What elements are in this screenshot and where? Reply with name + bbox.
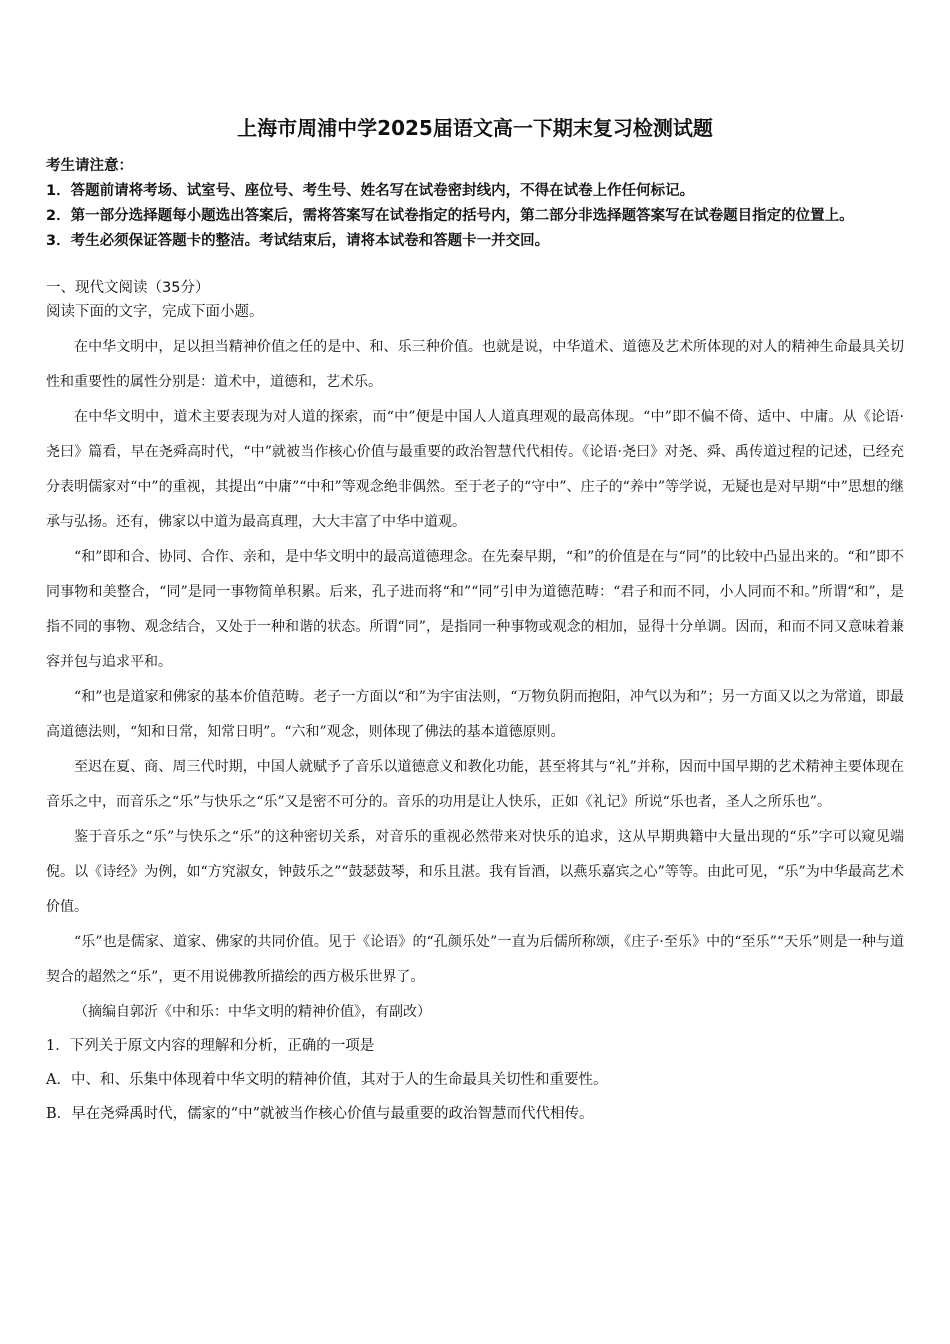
notice-item-2: 2．第一部分选择题每小题选出答案后，需将答案写在试卷指定的括号内，第二部分非选择题答案写在试卷题目指定的位置上。 [46, 208, 854, 224]
question-1 [46, 1029, 904, 1131]
option-b: B．早在尧舜禹时代，儒家的“中”就被当作核心价值与最重要的政治智慧而代代相传。 [46, 1106, 594, 1122]
passage-paragraph: “和”即和合、协同、合作、亲和，是中华文明中的最高道德理念。在先秦早期，“和”的价值是在与“同”的比较中凸显出来的。“和”即不同事物和美整合，“同”是同一事物简单积累。后来，孔子进而将“和”“同”引申为道德范畴：“君子和而不同，小人同而不和。”所谓“和”，是指不同的事物、观念结合，又处于一种和谐的状态。所谓“同”，是指同一种事物或观念的相加，显得十分单调。因而，和而不同又意味着兼容并包与追求平和。 [46, 549, 904, 670]
exam-title: 上海市周浦中学2025届语文高一下期末复习检测试题 [237, 116, 713, 140]
notice-heading: 考生请注意： [46, 158, 133, 174]
passage-source: （摘编自郭沂《中和乐：中华文明的精神价值》，有副改） [74, 1004, 431, 1020]
section-heading: 一、现代文阅读（35分） [46, 280, 210, 296]
passage-paragraph: 至迟在夏、商、周三代时期，中国人就赋予了音乐以道德意义和教化功能，甚至将其与“礼”并称，因而中国早期的艺术精神主要体现在音乐之中，而音乐之“乐”与快乐之“乐”又是密不可分的。音乐的功用是让人快乐，正如《礼记》所说“乐也者，圣人之所乐也”。 [46, 759, 904, 810]
passage-paragraph: “乐”也是儒家、道家、佛家的共同价值。见于《论语》的“孔颜乐处”一直为后儒所称颂，《庄子·至乐》中的“至乐”“天乐”则是一种与道契合的超然之“乐”，更不用说佛教所描绘的西方极乐世界了。 [46, 934, 904, 985]
question-stem: 1．下列关于原文内容的理解和分析，正确的一项是 [46, 1038, 375, 1054]
passage-paragraph: 鉴于音乐之“乐”与快乐之“乐”的这种密切关系，对音乐的重视必然带来对快乐的追求，这从早期典籍中大量出现的“乐”字可以窥见端倪。以《诗经》为例，如“方究淑女，钟鼓乐之”“鼓瑟鼓琴，和乐且湛。我有旨酒，以燕乐嘉宾之心”等等。由此可见，“乐”为中华最高艺术价值。 [46, 829, 904, 915]
option-a: A．中、和、乐集中体现着中华文明的精神价值，其对于人的生命最具关切性和重要性。 [46, 1072, 608, 1088]
passage-paragraph: 在中华文明中，道术主要表现为对人道的探索，而“中”便是中国人人道真理观的最高体现。“中”即不偏不倚、适中、中庸。从《论语·尧曰》篇看，早在尧舜高时代，“中”就被当作核心价值与最重要的政治智慧代代相传。《论语·尧曰》对尧、舜、禹传道过程的记述，已经充分表明儒家对“中”的重视，其提出“中庸”“中和”等观念绝非偶然。至于老子的“守中”、庄子的“养中”等学说，无疑也是对早期“中”思想的继承与弘扬。还有，佛家以中道为最高真理，大大丰富了中华中道观。 [46, 409, 904, 530]
notice-item-3: 3．考生必须保证答题卡的整洁。考试结束后，请将本试卷和答题卡一并交回。 [46, 233, 550, 249]
notice-item-1: 1．答题前请将考场、试室号、座位号、考生号、姓名写在试卷密封线内，不得在试卷上作任何标记。 [46, 183, 695, 199]
reading-passage [46, 330, 904, 995]
passage-paragraph: “和”也是道家和佛家的基本价值范畴。老子一方面以“和”为宇宙法则，“万物负阴而抱阳，冲气以为和”；另一方面又以之为常道，即最高道德法则，“知和日常，知常日明”。“六和”观念，则体现了佛法的基本道德原则。 [46, 689, 904, 740]
section-intro: 阅读下面的文字，完成下面小题。 [46, 304, 264, 320]
notice-block [46, 154, 904, 254]
passage-paragraph: 在中华文明中，足以担当精神价值之任的是中、和、乐三种价值。也就是说，中华道术、道德及艺术所体现的对人的精神生命最具关切性和重要性的属性分别是：道术中，道德和，艺术乐。 [46, 339, 904, 390]
